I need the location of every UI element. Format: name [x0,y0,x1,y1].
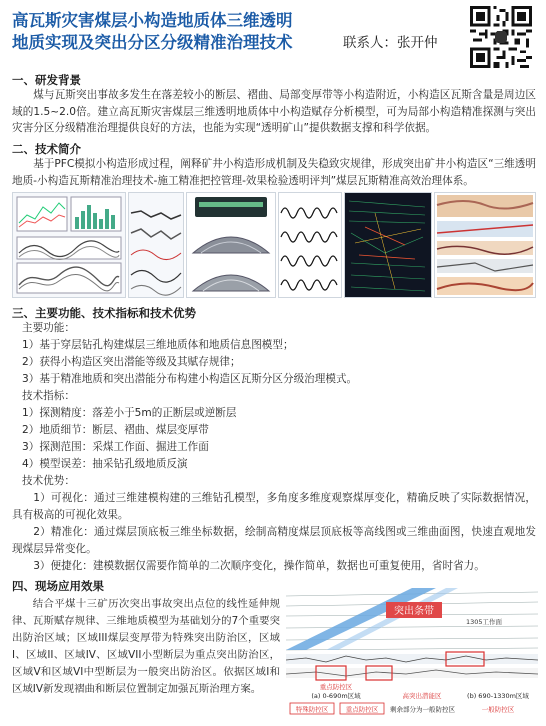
zone-key-label: 重点防控区 [319,683,353,691]
work-face-label: 1305工作面 [466,618,503,626]
spec-item-3: 3）探测范围：采煤工作面、掘进工作面 [22,441,209,453]
coal-seam-section-figure [434,192,536,298]
section-title-functions: 三、主要功能、技术指标和技术优势 [12,306,196,320]
application-zone-map [286,588,538,718]
legend-special-zone: 特殊防控区 [295,705,329,714]
section-title-tech-intro: 二、技术简介 [12,142,81,156]
technical-figure-strip [12,192,534,298]
legend-key-zone: 重点防控区 [345,705,379,714]
zone-high-label: 高突出潜能区 [402,692,442,700]
strata-curve-figure [128,192,184,298]
title-line-2: 地质实现及突出分区分级精准治理技术 [12,33,293,52]
area-b-caption: (b) 690-1330m区域 [467,692,529,700]
function-item-1: 1）基于穿层钻孔构建煤层三维地质体和地质信息图模型； [22,339,294,351]
background-paragraph: 煤与瓦斯突出事故多发生在落差较小的断层、褶曲、局部变厚带等小构造附近，小构造区瓦斯含量是周边区域的1.5~2.0倍。建立高瓦斯灾害煤层三维透明地质体中小构造赋存分析模型，可为局部小构造精准探测与突出灾害分区分级精准治理提供良好的方法，也能为实现“透明矿山”提供数据支撑和科学依据。 [12,89,536,134]
function-item-3: 3）基于精准地质和突出潜能分布构建小构造区瓦斯分区分级治理模式。 [22,373,358,385]
section-title-background: 一、研发背景 [12,73,81,87]
functions-heading: 主要功能： [22,322,75,334]
outburst-band-label: 突出条带 [394,606,434,617]
advantage-item-2: 2）精准化：通过煤层顶底板三维坐标数据，绘制高精度煤层顶底板等高线图或三维曲面图，快速直观地发现煤层异常变化。 [12,526,536,555]
specs-heading: 技术指标： [22,390,75,402]
zone-mid-label: 一般防控区 [481,705,515,714]
spec-item-4: 4）模型误差：抽采钻孔级地质反演 [22,458,188,470]
wave-signal-figure [278,192,342,298]
advantages-heading: 技术优势： [22,475,75,487]
tech-intro-paragraph: 基于PFC模拟小构造形成过程，阐释矿井小构造形成机制及失稳致灾规律，形成突出矿井小构造区“三维透明地质-小构造瓦斯精准治理技术-施工精准把控管理-效果检验透明评判”煤层瓦斯精准高效治理体系。 [12,158,536,187]
advantage-item-1: 1）可视化：通过三维建模构建的三维钻孔模型，多角度多维度观察煤厚变化，精确反映了实际数据情况，具有极高的可视化效果。 [12,492,536,521]
header [12,10,392,54]
spec-item-2: 2）地质细节：断层、褶曲、煤层变厚带 [22,424,209,436]
application-paragraph: 结合平煤十三矿历次突出事故突出点位的线性延伸规律、瓦斯赋存规律、三维地质模型为基础划分的7个重要突出防治区域；区域III煤层变厚带为特殊突出防治区，区域I、区域II、区域IV、区域VII小型断层为重点突出防治区，区域V和区域VI中型断层为一般突出防治区。依据区域I和区域IV新发现褶曲和断层位置制定加强瓦斯治理方案。 [12,598,280,695]
title-line-1: 高瓦斯灾害煤层小构造地质体三维透明 [12,11,293,30]
cad-map-figure [344,192,432,298]
advantage-item-3: 3）便捷化：建模数据仅需要作简单的二次顺序变化，操作简单，数据也可重复使用，省时省力。 [33,560,485,572]
legend-general-zone: 剩余部分为一般防控区 [390,705,455,714]
area-a-caption: (a) 0-690m区域 [311,692,361,700]
qr-code-icon [470,6,532,68]
function-item-2: 2）获得小构造区突出潜能等级及其赋存规律； [22,356,241,368]
simulation-charts-figure [12,192,126,298]
section-title-application: 四、现场应用效果 [12,579,104,593]
3d-tunnel-model-figure [186,192,276,298]
spec-item-1: 1）探测精度：落差小于5m的正断层或逆断层 [22,407,237,419]
contact-person: 联系人：张开仲 [343,35,438,51]
